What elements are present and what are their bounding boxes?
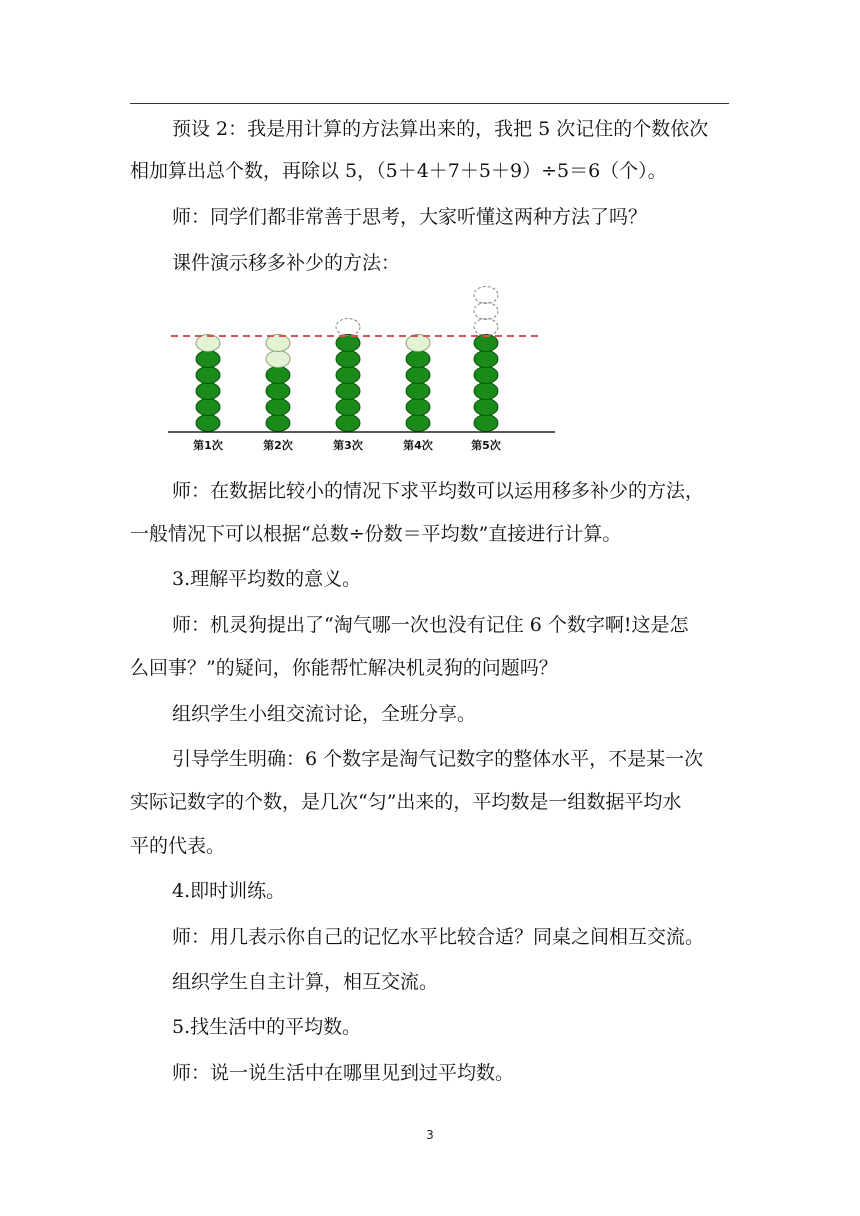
bead-chart [165, 282, 565, 457]
heading-daily-life: 5.找生活中的平均数。 [172, 1016, 362, 1038]
bead-kept-col1-4 [196, 367, 220, 384]
bead-moved-out-col5-9 [474, 287, 498, 304]
bead-kept-col3-2 [336, 399, 360, 416]
bead-moved-in-col4-6 [406, 335, 430, 352]
bead-kept-col2-3 [266, 383, 290, 400]
heading-meaning: 3.理解平均数的意义。 [172, 568, 362, 590]
bead-kept-col4-3 [406, 383, 430, 400]
paragraph-dog-question: 师：机灵狗提出了“淘气哪一次也没有记住 6 个数字啊!这是怎 [172, 614, 689, 636]
label-1: 第1次 [193, 439, 223, 452]
bead-kept-col4-4 [406, 367, 430, 384]
paragraph-teacher-method: 师：在数据比较小的情况下求平均数可以运用移多补少的方法， [172, 480, 705, 502]
paragraph-group-discussion: 组织学生小组交流讨论，全班分享。 [172, 703, 477, 725]
paragraph-guide-students-end: 平的代表。 [130, 835, 226, 857]
paragraph-say-where: 师：说一说生活中在哪里见到过平均数。 [172, 1062, 515, 1084]
paragraph-teacher-method-cont: 一般情况下可以根据“总数÷份数＝平均数”直接进行计算。 [130, 523, 622, 545]
bead-moved-in-col2-5 [266, 351, 290, 368]
bead-kept-col5-6 [474, 335, 498, 352]
bead-moved-out-col5-7 [474, 319, 498, 336]
bead-kept-col1-5 [196, 351, 220, 368]
bead-columns [196, 287, 498, 432]
bead-kept-col5-5 [474, 351, 498, 368]
bead-kept-col4-2 [406, 399, 430, 416]
paragraph-guide-students: 引导学生明确：6 个数字是淘气记数字的整体水平，不是某一次 [172, 748, 704, 770]
bead-kept-col2-2 [266, 399, 290, 416]
heading-practice: 4.即时训练。 [172, 880, 286, 902]
bead-kept-col3-1 [336, 415, 360, 432]
bead-kept-col2-4 [266, 367, 290, 384]
bead-kept-col4-1 [406, 415, 430, 432]
page-number: 3 [426, 1128, 434, 1142]
label-2: 第2次 [263, 439, 293, 452]
bead-kept-col4-5 [406, 351, 430, 368]
paragraph-guide-students-cont: 实际记数字的个数，是几次“匀”出来的，平均数是一组数据平均水 [130, 791, 682, 813]
bead-kept-col3-4 [336, 367, 360, 384]
bead-moved-out-col3-7 [336, 319, 360, 336]
header-rule [130, 103, 729, 104]
paragraph-courseware-demo: 课件演示移多补少的方法： [172, 252, 401, 274]
bead-kept-col1-1 [196, 415, 220, 432]
paragraph-preset-2: 预设 2：我是用计算的方法算出来的，我把 5 次记住的个数依次 [172, 118, 709, 140]
paragraph-self-calc: 组织学生自主计算，相互交流。 [172, 971, 439, 993]
bead-kept-col3-5 [336, 351, 360, 368]
bead-kept-col3-6 [336, 335, 360, 352]
bead-moved-in-col2-6 [266, 335, 290, 352]
bead-kept-col5-2 [474, 399, 498, 416]
bead-kept-col5-1 [474, 415, 498, 432]
paragraph-preset-2-cont: 相加算出总个数，再除以 5，（5＋4＋7＋5＋9）÷5＝6（个）。 [130, 160, 667, 182]
label-4: 第4次 [403, 439, 433, 452]
bead-moved-out-col5-8 [474, 303, 498, 320]
paragraph-memory-level: 师：用几表示你自己的记忆水平比较合适？同桌之间相互交流。 [172, 926, 705, 948]
paragraph-teacher-question: 师：同学们都非常善于思考，大家听懂这两种方法了吗？ [172, 206, 648, 228]
label-3: 第3次 [333, 439, 363, 452]
bead-kept-col5-4 [474, 367, 498, 384]
label-5: 第5次 [471, 439, 501, 452]
bead-moved-in-col1-6 [196, 335, 220, 352]
bead-kept-col5-3 [474, 383, 498, 400]
paragraph-dog-question-cont: 么回事？”的疑问，你能帮忙解决机灵狗的问题吗？ [130, 657, 558, 679]
bead-kept-col1-3 [196, 383, 220, 400]
bead-kept-col3-3 [336, 383, 360, 400]
bead-kept-col1-2 [196, 399, 220, 416]
bead-kept-col2-1 [266, 415, 290, 432]
